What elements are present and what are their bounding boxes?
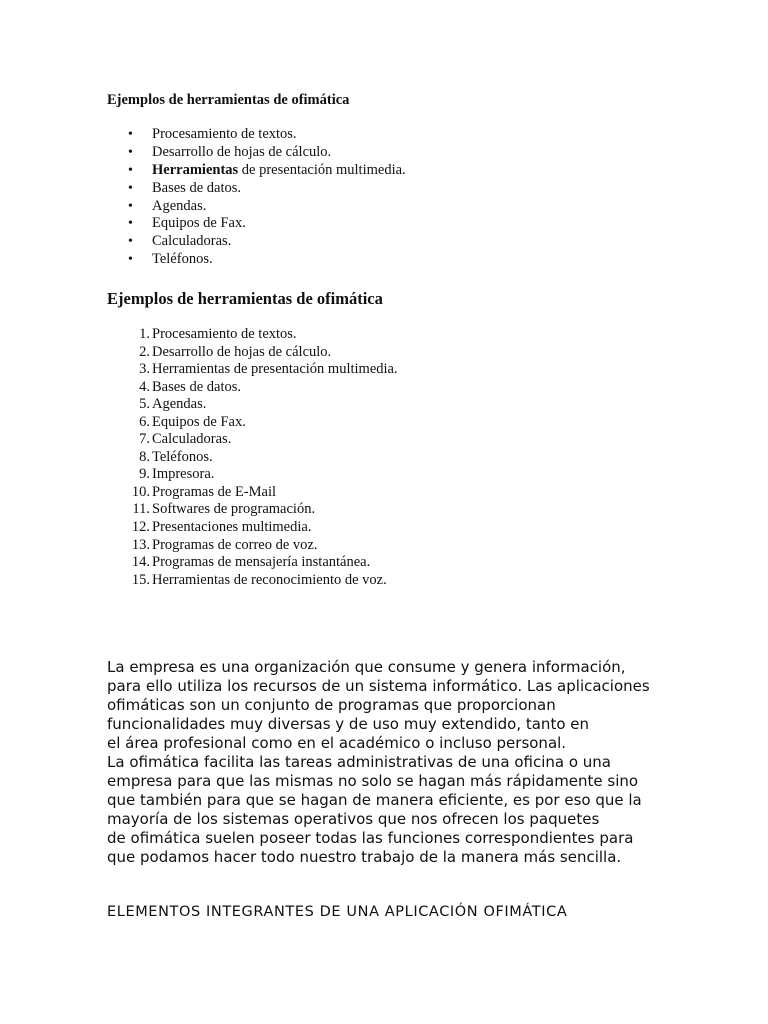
list-item	[107, 251, 406, 269]
item-text: Impresora.	[152, 466, 215, 483]
item-text: de presentación multimedia.	[238, 161, 406, 178]
list-item	[107, 414, 398, 432]
list-item	[107, 180, 406, 198]
list-item	[107, 396, 398, 414]
item-number: 14.	[131, 554, 150, 571]
list-item	[107, 126, 406, 144]
list-item	[107, 554, 398, 572]
item-text: Desarrollo de hojas de cálculo.	[152, 143, 332, 160]
item-number: 13.	[131, 536, 150, 553]
list-item	[107, 484, 398, 502]
item-number: 6.	[139, 413, 150, 430]
item-text: Programas de E-Mail	[152, 483, 277, 500]
item-number: 1.	[139, 326, 150, 342]
section3-title: ELEMENTOS INTEGRANTES DE UNA APLICACIÓN OFIMÁTICA	[107, 904, 568, 920]
item-text: Bases de datos.	[152, 179, 241, 196]
paragraph-line: mayoría de los sistemas operativos que nos ofrecen los paquetes	[107, 810, 600, 828]
list-item	[107, 519, 398, 537]
item-text: Softwares de programación.	[152, 501, 316, 518]
item-text: Calculadoras.	[152, 233, 232, 250]
numbered-list	[107, 326, 398, 589]
item-text: Procesamiento de textos.	[152, 326, 297, 342]
item-number: 9.	[139, 466, 150, 483]
bullet-list	[107, 126, 406, 269]
item-text: Bases de datos.	[152, 378, 241, 395]
list-item	[107, 326, 398, 344]
item-number: 2.	[139, 343, 150, 360]
list-item	[107, 501, 398, 519]
item-bold-text: Herramientas	[152, 161, 239, 178]
item-text: Calculadoras.	[152, 431, 232, 448]
item-text: Procesamiento de textos.	[152, 126, 297, 142]
item-text: Teléfonos.	[152, 448, 213, 465]
list-item	[107, 361, 398, 379]
item-number: 4.	[139, 378, 150, 395]
list-item	[107, 144, 406, 162]
list-item	[107, 198, 406, 216]
item-number: 10.	[131, 483, 150, 500]
list-item	[107, 233, 406, 251]
list-item	[107, 162, 406, 180]
bullet-icon: •	[128, 144, 133, 160]
item-text: Equipos de Fax.	[152, 215, 246, 232]
section1-title: Ejemplos de herramientas de ofimática	[107, 92, 350, 108]
paragraph-line: que podamos hacer todo nuestro trabajo de la manera más sencilla.	[107, 848, 622, 866]
list-item	[107, 466, 398, 484]
item-text: Programas de correo de voz.	[152, 536, 318, 553]
item-number: 12.	[131, 519, 150, 536]
paragraph-line: ofimáticas son un conjunto de programas que proporcionan	[107, 696, 556, 714]
list-item	[107, 537, 398, 555]
bullet-icon: •	[128, 234, 133, 250]
item-number: 15.	[131, 571, 150, 588]
paragraph-line: empresa para que las mismas no solo se hagan más rápidamente sino	[107, 772, 639, 790]
bullet-icon: •	[128, 216, 133, 232]
bullet-icon: •	[128, 162, 133, 178]
item-text: Desarrollo de hojas de cálculo.	[152, 343, 332, 360]
item-text: Agendas.	[152, 396, 207, 413]
bullet-icon: •	[128, 198, 133, 214]
bullet-icon: •	[128, 180, 133, 196]
list-item	[107, 449, 398, 467]
item-number: 3.	[139, 361, 150, 378]
body-paragraph	[107, 658, 667, 867]
item-text: Herramientas de presentación multimedia.	[152, 361, 398, 378]
paragraph-line: que también para que se hagan de manera eficiente, es por eso que la	[107, 791, 642, 809]
item-text: Agendas.	[152, 197, 207, 214]
bullet-icon: •	[128, 127, 133, 142]
paragraph-line: La ofimática facilita las tareas administrativas de una oficina o una	[107, 753, 611, 771]
list-item	[107, 379, 398, 397]
item-text: Presentaciones multimedia.	[152, 519, 312, 536]
list-item	[107, 344, 398, 362]
item-number: 11.	[132, 501, 150, 518]
paragraph-line: funcionalidades muy diversas y de uso muy extendido, tanto en	[107, 715, 589, 733]
paragraph-line: La empresa es una organización que consume y genera información,	[107, 658, 626, 676]
bullet-icon: •	[128, 252, 133, 268]
list-item	[107, 215, 406, 233]
paragraph-line: de ofimática suelen poseer todas las funciones correspondientes para	[107, 829, 634, 847]
item-text: Herramientas de reconocimiento de voz.	[152, 571, 387, 588]
item-text: Teléfonos.	[152, 251, 213, 268]
paragraph-line: el área profesional como en el académico o incluso personal.	[107, 734, 567, 752]
item-number: 5.	[139, 396, 150, 413]
item-number: 8.	[139, 448, 150, 465]
list-item	[107, 431, 398, 449]
item-number: 7.	[139, 431, 150, 448]
list-item	[107, 572, 398, 590]
item-text: Programas de mensajería instantánea.	[152, 554, 371, 571]
paragraph-line: para ello utiliza los recursos de un sistema informático. Las aplicaciones	[107, 677, 650, 695]
section2-title: Ejemplos de herramientas de ofimática	[107, 289, 383, 308]
item-text: Equipos de Fax.	[152, 413, 246, 430]
